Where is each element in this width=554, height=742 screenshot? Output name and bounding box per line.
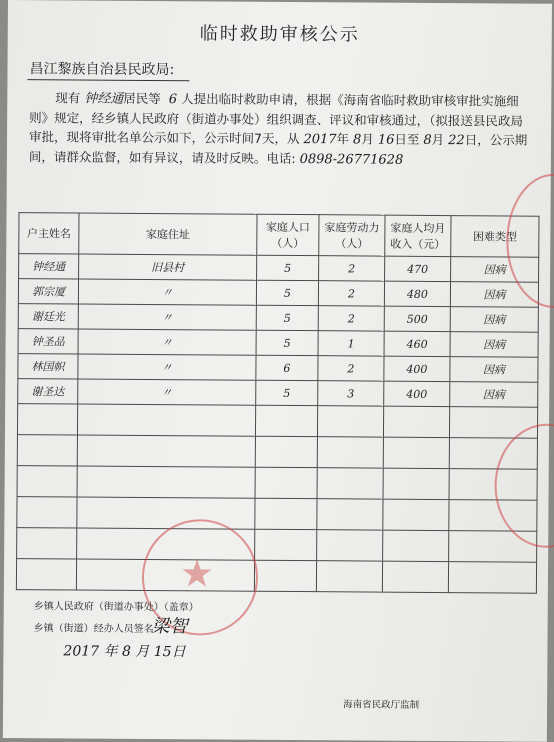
body-text: 居民等 [123,90,161,107]
cell-population: 6 [256,355,318,380]
phone-number: 0898-26771628 [299,152,404,168]
cell-income: 470 [385,256,451,281]
cell-type: 因病 [450,332,538,358]
table-row-empty [17,435,537,470]
cell-type: 因病 [450,282,538,308]
applicant-name: 钟经通 [84,91,124,107]
cell-type: 因病 [450,382,538,408]
notice-year: 2017 [303,132,337,148]
body-text: 现有 [55,90,81,106]
start-day: 16 [377,132,395,148]
cell-name: 钟经通 [19,254,79,279]
document-title: 临时救助审核公示 [199,23,360,46]
body-text: 月 [431,131,445,148]
seal-star-icon: ★ [179,551,215,596]
notice-body [29,88,530,170]
table-row [18,329,538,358]
header-income: 家庭人均月收入（元） [385,215,451,256]
gov-stamp-label: 乡镇人民政府（街道办事处）（盖章） [33,601,199,614]
cell-name: 林国帜 [18,354,78,379]
cell-income: 400 [384,356,450,381]
table-row-empty [17,466,537,501]
cell-income: 400 [384,381,450,406]
cell-type: 因病 [450,307,538,333]
applicant-count: 6 [168,92,178,108]
cell-type: 因病 [451,257,539,283]
sign-date: 2017 年 8 月 15日 [63,643,186,661]
table-row [18,379,538,408]
table-header-row [19,213,539,258]
header-population: 家庭人口（人） [257,214,319,255]
cell-population: 5 [257,255,319,280]
table-row-empty [17,404,537,439]
addressee-underline [27,79,189,81]
end-month: 8 [423,132,432,148]
cell-name: 郭宗厦 [18,279,78,304]
table-row-empty [17,497,537,532]
cell-labor: 2 [318,356,384,381]
cell-population: 5 [256,280,318,305]
body-text: 年 [336,131,350,147]
table-row [18,279,538,308]
body-text: 日，公示期间，请群众监督，如有异议，请及时反映。电话: [28,132,528,167]
cell-labor: 1 [318,331,384,356]
cell-name: 钟圣品 [18,329,78,354]
end-day: 22 [448,133,465,149]
cell-labor: 2 [319,256,385,281]
cell-address: 〃 [78,379,256,405]
header-labor: 家庭劳动力（人） [319,215,385,256]
cell-address: 〃 [78,304,256,330]
relief-table [16,212,540,594]
header-name: 户主姓名 [19,213,79,254]
cell-name: 谢廷光 [18,304,78,329]
cell-address: 〃 [78,279,256,305]
start-month: 8 [353,132,362,148]
table-row-empty [16,559,536,594]
cell-name: 谢圣达 [18,379,78,404]
body-text: 月 [361,131,374,147]
cell-address: 〃 [78,354,256,380]
cell-population: 5 [256,330,318,355]
header-address: 家庭住址 [79,213,257,255]
body-text: 日至 [394,131,420,147]
cell-type: 因病 [450,357,538,383]
table-row [19,254,539,283]
cell-income: 480 [384,281,450,306]
cell-income: 500 [384,306,450,331]
signer-signature: 梁智 [151,616,188,638]
table-row-empty [17,528,537,563]
cell-labor: 3 [318,381,384,406]
supervisor-label: 海南省民政厅监制 [343,699,420,711]
cell-address: 旧县村 [79,254,257,280]
header-type: 困难类型 [451,216,539,258]
cell-address: 〃 [78,329,256,355]
table-row [18,304,538,333]
cell-labor: 2 [318,281,384,306]
body-text: 人提出临时救助申请，根据《海南省临时救助审核审批实施细则》规定，经乡镇人民政府（街道办事处）组织调查、评议和审核通过，（拟报送县民政局审批，现将审批名单公示如下，公示时间7天，从 [28,91,523,147]
addressee: 昌江黎族自治县民政局: [29,61,175,79]
cell-population: 5 [256,380,318,405]
cell-labor: 2 [318,306,384,331]
table-row [18,354,538,383]
cell-income: 460 [384,331,450,356]
notice-paper [3,0,552,742]
cell-population: 5 [256,305,318,330]
signer-label: 乡镇（街道）经办人员签名: [33,623,158,636]
